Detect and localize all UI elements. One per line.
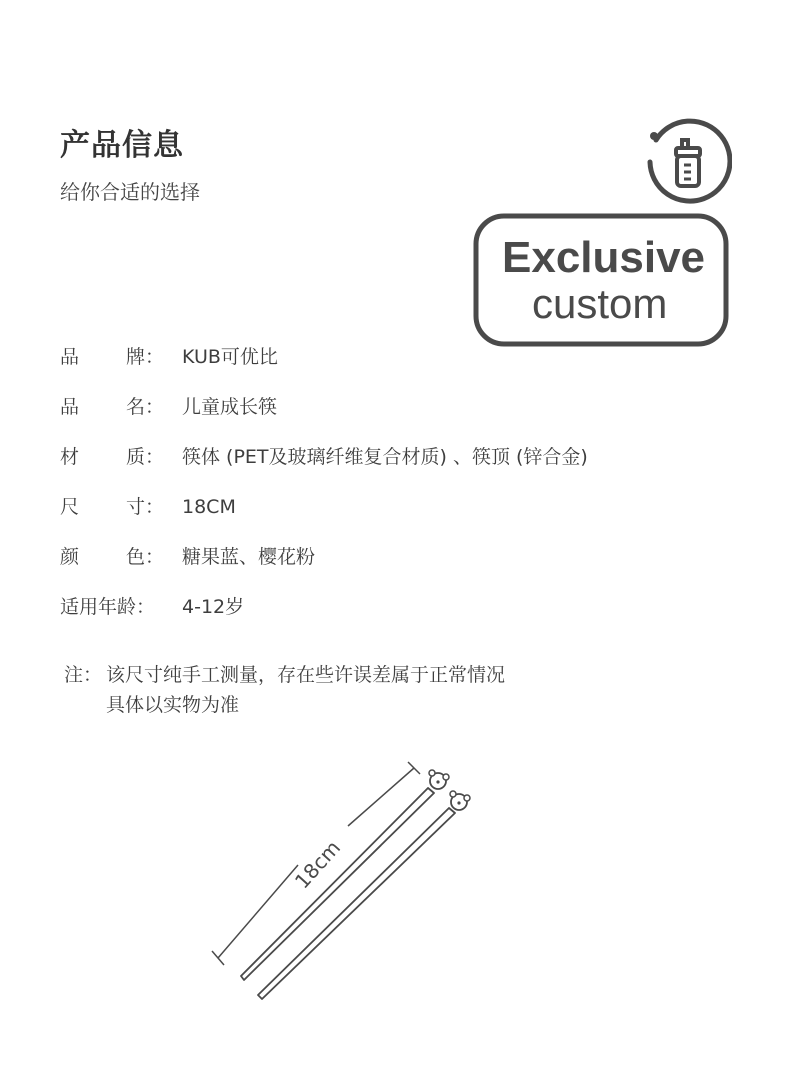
page-title: 产品信息	[60, 128, 184, 163]
spec-label-char: 名：	[126, 396, 165, 418]
chopstick-left	[241, 770, 449, 980]
note-prefix: 注：	[64, 664, 103, 686]
spec-label-char: 材	[60, 446, 80, 468]
spec-label-text: 适用年龄：	[60, 596, 156, 618]
spec-row-size	[60, 490, 760, 524]
badge-line1: Exclusive	[502, 233, 706, 282]
note-line: 该尺寸纯手工测量，存在些许误差属于正常情况	[106, 664, 506, 686]
spec-row-material	[60, 440, 760, 474]
chopstick-right	[258, 791, 470, 999]
chopsticks-illustration	[200, 750, 500, 1010]
exclusive-custom-badge	[470, 118, 732, 350]
spec-row-age	[60, 590, 760, 624]
spec-label-char: 质：	[126, 446, 165, 468]
spec-value: 糖果蓝、樱花粉	[182, 546, 316, 568]
spec-row-name	[60, 390, 760, 424]
spec-value: 儿童成长筷	[182, 396, 278, 418]
spec-label-char: 寸：	[126, 496, 165, 518]
spec-label-char: 牌：	[126, 346, 165, 368]
spec-label-char: 品	[60, 346, 80, 368]
spec-label-char: 色：	[126, 546, 165, 568]
spec-row-color	[60, 540, 760, 574]
spec-value: 18CM	[182, 496, 236, 518]
note-line: 具体以实物为准	[106, 694, 240, 716]
badge-line2: custom	[532, 280, 668, 327]
spec-value: 筷体 (PET及玻璃纤维复合材质) 、筷顶 (锌合金)	[182, 446, 588, 468]
spec-label-char: 尺	[60, 496, 80, 518]
spec-value: KUB可优比	[182, 346, 278, 368]
spec-label-char: 品	[60, 396, 80, 418]
spec-row-brand	[60, 340, 760, 374]
baby-bottle-icon	[650, 121, 730, 201]
dimension-label: 18cm	[289, 835, 346, 894]
page-subtitle: 给你合适的选择	[60, 180, 200, 204]
spec-label-char: 颜	[60, 546, 80, 568]
spec-value: 4-12岁	[182, 596, 245, 618]
